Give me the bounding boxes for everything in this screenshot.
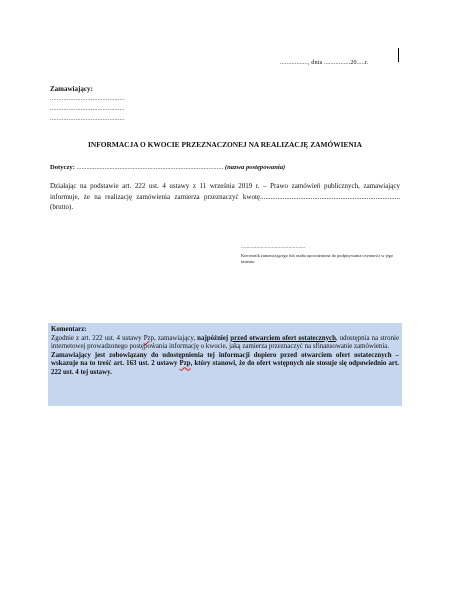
comment-text: , udostępnia na stronie internetowej prowadzonego postępowania informację o kwocie, jaką zamierza przeznaczyć na sfinansowanie zamówienia. bbox=[51, 334, 399, 351]
dotyczy-line bbox=[50, 164, 285, 171]
body-paragraph: Działając na podstawie art. 222 ust. 4 ustawy z 11 września 2019 r. – Prawo zamówień publicznych, zamawiający informuje, że na realizację zamówienia zamierza przeznaczyć kwotę................................................................................ (brutto). bbox=[50, 182, 400, 211]
pzp-word: Pzp bbox=[143, 334, 155, 342]
date-line: ................., dnia ................20.....r. bbox=[280, 59, 369, 66]
comment-underlined: przed otwarciem ofert ostatecznych bbox=[230, 334, 336, 342]
comment-text: , który stanowi, że do ofert wstępnych nie stosuje się odpowiednio art. 222 ust. 4 tej ustawy. bbox=[51, 360, 399, 376]
dotyczy-label: Dotyczy: bbox=[50, 164, 75, 171]
signature-caption: Kierownik zamawiającego lub osoba upoważniona do podpisywania czynności w jego imieniu bbox=[241, 253, 394, 265]
zamawiajacy-line-3: ............................................ bbox=[50, 116, 125, 122]
comment-title: Komentarz: bbox=[51, 326, 87, 333]
document-title: INFORMACJA O KWOCIE PRZEZNACZONEJ NA REALIZACJĘ ZAMÓWIENIA bbox=[88, 140, 362, 149]
zamawiajacy-line-2: ............................................ bbox=[50, 106, 125, 112]
comment-paragraph-1 bbox=[51, 335, 399, 352]
signature-line: .............................................. bbox=[241, 244, 306, 250]
comment-text: Zgodnie z art. 222 ust. 4 ustawy bbox=[51, 334, 144, 342]
text-cursor bbox=[398, 48, 399, 62]
nazwa-postepowania: (nazwa postępowania) bbox=[224, 164, 286, 171]
zamawiajacy-line-1: ............................................ bbox=[50, 96, 125, 102]
comment-text: , zamawiający, bbox=[154, 334, 198, 342]
pzp-word: Pzp bbox=[179, 360, 191, 368]
comment-text: Zamawiający jest zobowiązany do udostępnienia tej informacji dopiero przed otwarciem ofert ostatecznych – wskazuje na to treść art. 163 ust. 2 ustawy bbox=[51, 351, 399, 368]
comment-box bbox=[48, 323, 402, 406]
zamawiajacy-label: Zamawiający: bbox=[50, 85, 93, 93]
comment-emphasis: najpóźniej bbox=[197, 334, 229, 342]
comment-paragraph-2 bbox=[51, 352, 399, 378]
dotyczy-dots: ......................................................................................... bbox=[74, 164, 224, 171]
